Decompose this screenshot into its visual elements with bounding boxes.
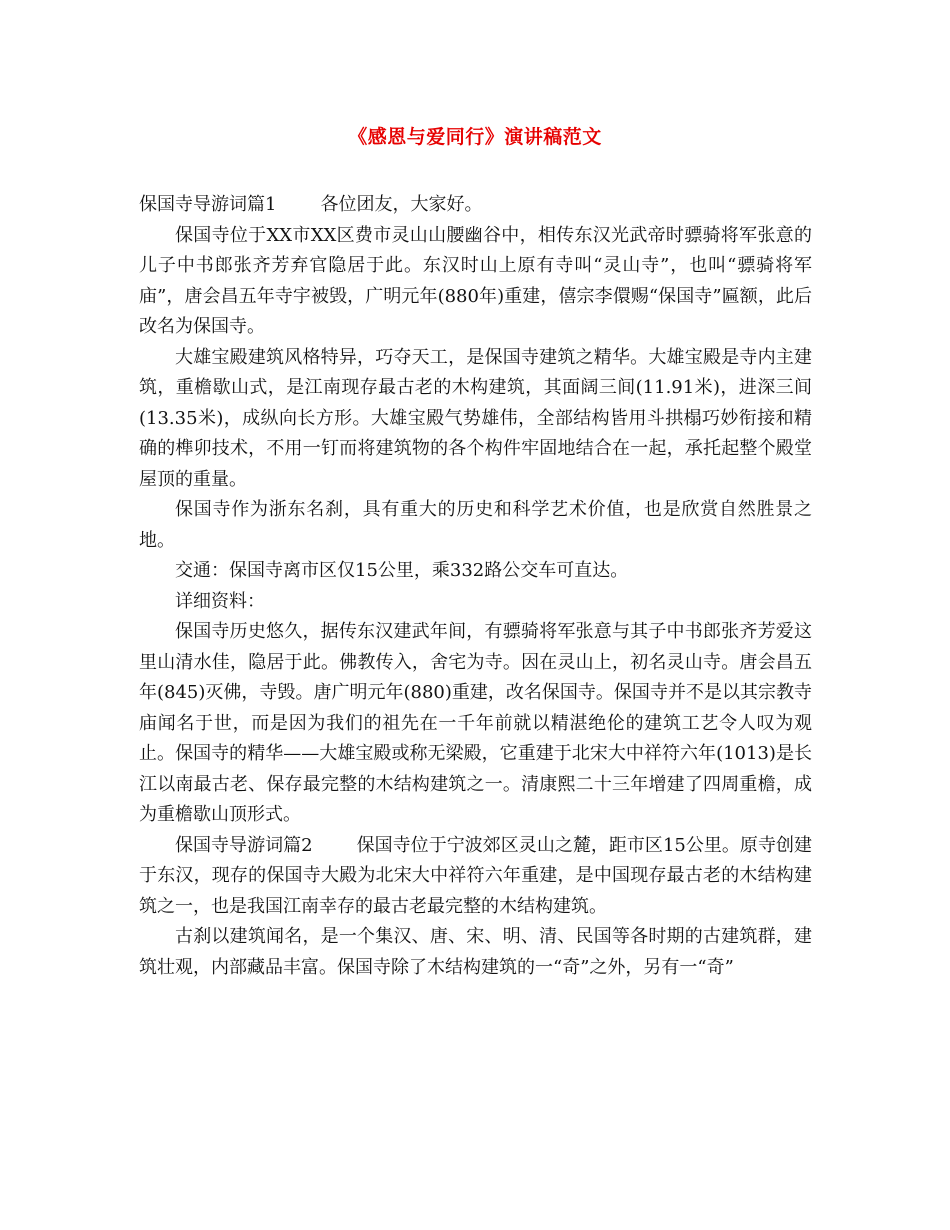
paragraph — [139, 831, 812, 923]
paragraph: 保国寺位于XX市XX区费市灵山山腰幽谷中，相传东汉光武帝时骠骑将军张意的儿子中书郎张齐芳弃官隐居于此。东汉时山上原有寺叫“灵山寺”，也叫“骠骑将军庙”，唐会昌五年寺宇被毁，广明元年(880年)重建，僖宗李儇赐“保国寺”匾额，此后改名为保国寺。 — [139, 224, 812, 337]
paragraph: 保国寺历史悠久，据传东汉建武年间，有骠骑将军张意与其子中书郎张齐芳爱这里山清水佳，隐居于此。佛教传入，舍宅为寺。因在灵山上，初名灵山寺。唐会昌五年(845)灭佛，寺毁。唐广明元年(880)重建，改名保国寺。保国寺并不是以其宗教寺庙闻名于世，而是因为我们的祖先在一千年前就以精湛绝伦的建筑工艺令人叹为观止。保国寺的精华——大雄宝殿或称无梁殿，它重建于北宋大中祥符六年(1013)是长江以南最古老、保存最完整的木结构建筑之一。清康熙二十三年增建了四周重檐，成为重檐歇山顶形式。 — [139, 621, 812, 825]
paragraph: 古刹以建筑闻名，是一个集汉、唐、宋、明、清、民国等各时期的古建筑群，建筑壮观，内部藏品丰富。保国寺除了木结构建筑的一“奇”之外，另有一“奇” — [139, 926, 812, 978]
paragraph: 详细资料： — [175, 590, 265, 612]
paragraph: 保国寺作为浙东名刹，具有重大的历史和科学艺术价值，也是欣赏自然胜景之地。 — [139, 499, 812, 551]
section-heading: 保国寺导游词篇1 — [139, 194, 277, 215]
paragraph-text: 保国寺位于宁波郊区灵山之麓，距市区15公里。原寺创建于东汉，现存的保国寺大殿为北宋大中祥符六年重建，是中国现存最古老的木结构建筑之一，也是我国江南幸存的最古老最完整的木结构建筑。 — [139, 834, 812, 917]
paragraph: 交通：保国寺离市区仅15公里，乘332路公交车可直达。 — [175, 560, 629, 581]
paragraph — [139, 190, 812, 221]
paragraph: 大雄宝殿建筑风格特异，巧夺天工，是保国寺建筑之精华。大雄宝殿是寺内主建筑，重檐歇山式，是江南现存最古老的木构建筑，其面阔三间(11.91米)，进深三间(13.35米)，成纵向长方形。大雄宝殿气势雄伟，全部结构皆用斗拱榻巧妙衔接和精确的榫卯技术，不用一钉而将建筑物的各个构件牢固地结合在一起，承托起整个殿堂屋顶的重量。 — [139, 346, 812, 490]
document-title: 《感恩与爱同行》演讲稿范文 — [348, 126, 602, 148]
paragraph-text: 各位团友，大家好。 — [320, 194, 483, 215]
section-heading: 保国寺导游词篇2 — [175, 834, 313, 856]
document-body — [139, 190, 812, 983]
